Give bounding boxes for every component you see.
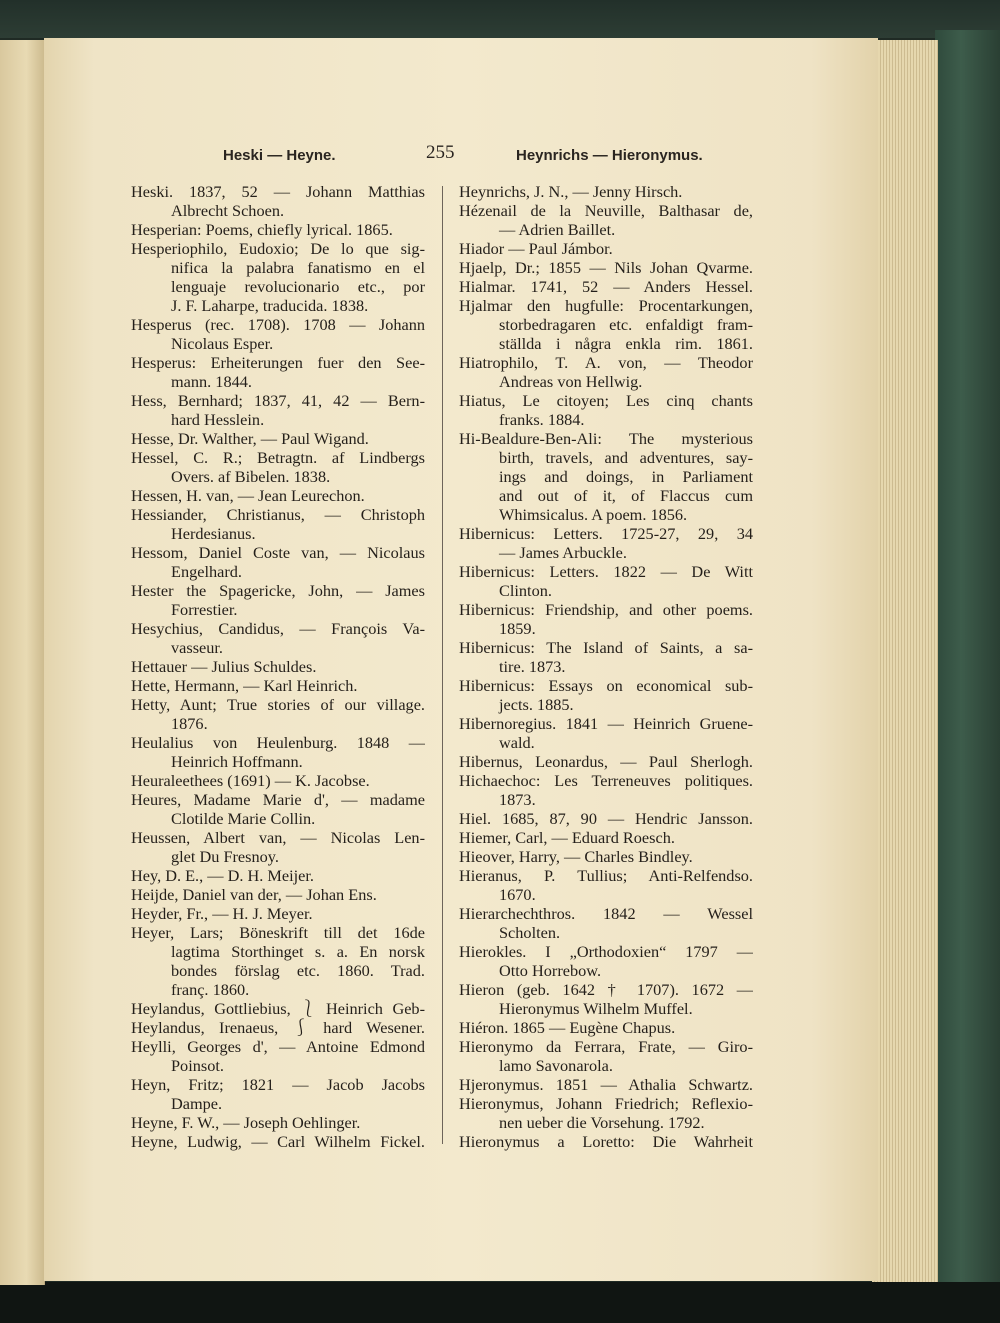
entry-line: Hette, Hermann, — Karl Heinrich. [131,676,358,695]
entry-line: Heussen, Albert van, — Nicolas Len- [131,828,425,847]
book-cover-top [0,0,1000,38]
entry-line: tire. 1873. [499,657,566,676]
entry-line: Heinrich Hoffmann. [171,752,303,771]
entry-line: Hieronymus a Loretto: Die Wahrheit [459,1132,753,1151]
running-head-left: Heski — Heyne. [223,147,336,164]
entry-line: lamo Savonarola. [499,1056,613,1075]
column-divider [442,186,443,1144]
entry-line: Hi-Bealdure-Ben-Ali: The mysterious [459,429,753,448]
entry-line: Hessel, C. R.; Betragtn. af Lindbergs [131,448,425,467]
entry-line: Heyn, Fritz; 1821 — Jacob Jacobs [131,1075,425,1094]
facing-page-edge [0,40,45,1285]
entry-line: Engelhard. [171,562,242,581]
entry-line: Hesperian: Poems, chiefly lyrical. 1865. [131,220,393,239]
entry-line: Hessiander, Christianus, — Christoph [131,505,425,524]
entry-line: Hieover, Harry, — Charles Bindley. [459,847,693,866]
entry-line: Hieron (geb. 1642 † 1707). 1672 — [459,980,753,999]
entry-line: Hiador — Paul Jámbor. [459,239,613,258]
entry-line: Clotilde Marie Collin. [171,809,316,828]
entry-line: franks. 1884. [499,410,585,429]
entry-line: Hjaelp, Dr.; 1855 — Nils Johan Qvarme. [459,258,753,277]
page-number: 255 [426,142,455,163]
entry-line: birth, travels, and adventures, say- [499,448,753,467]
entry-line: Hjeronymus. 1851 — Athalia Schwartz. [459,1075,753,1094]
book-cover-bottom [0,1282,1000,1323]
entry-line: Hibernicus: Letters. 1822 — De Witt [459,562,753,581]
entry-line: Hettauer — Julius Schuldes. [131,657,317,676]
entry-line: Hiatrophilo, T. A. von, — Theodor [459,353,753,372]
entry-line: vasseur. [171,638,223,657]
entry-line: — James Arbuckle. [499,543,627,562]
entry-line: ings and doings, in Parliament [499,467,753,486]
entry-line: Hibernicus: Friendship, and other poems. [459,600,753,619]
entry-line: Heski. 1837, 52 — Johann Matthias [131,182,425,201]
entry-line: Heures, Madame Marie d', — madame [131,790,425,809]
entry-line: Albrecht Schoen. [171,201,285,220]
entry-line: Hierarchechthros. 1842 — Wessel [459,904,753,923]
entry-line: Heyer, Lars; Böneskrift till det 16de [131,923,425,942]
entry-line: Hichaechoc: Les Terreneuves politiques. [459,771,753,790]
entry-line: bondes förslag etc. 1860. Trad. [171,961,425,980]
entry-line: Hieronymus Wilhelm Muffel. [499,999,693,1018]
entry-line: Hialmar. 1741, 52 — Anders Hessel. [459,277,753,296]
entry-line: Hiatus, Le citoyen; Les cinq chants [459,391,753,410]
entry-line: lagtima Storthinget s. a. En norsk [171,942,425,961]
entry-line: Hey, D. E., — D. H. Meijer. [131,866,314,885]
entry-line: Heynrichs, J. N., — Jenny Hirsch. [459,182,683,201]
entry-line: Hibernicus: Letters. 1725-27, 29, 34 [459,524,753,543]
book-cover-right [935,30,1000,1290]
entry-line: Heylandus, Gottliebius, ⎱ Heinrich Geb- [131,999,425,1018]
entry-line: Whimsicalus. A poem. 1856. [499,505,688,524]
entry-line: Hesperus: Erheiterungen fuer den See- [131,353,425,372]
entry-line: glet Du Fresnoy. [171,847,279,866]
entry-line: Clinton. [499,581,552,600]
entry-line: Heyne, F. W., — Joseph Oehlinger. [131,1113,361,1132]
entry-line: 1670. [499,885,536,904]
entry-line: Hesperus (rec. 1708). 1708 — Johann [131,315,425,334]
entry-line: Hessen, H. van, — Jean Leurechon. [131,486,365,505]
entry-line: Hibernicus: The Island of Saints, a sa- [459,638,753,657]
entry-line: Overs. af Bibelen. 1838. [171,467,331,486]
entry-line: Herdesianus. [171,524,256,543]
entry-line: Hibernoregius. 1841 — Heinrich Gruene- [459,714,753,733]
running-head [0,138,1000,168]
right-column [459,182,753,1151]
entry-line: Hierokles. I „Orthodoxien“ 1797 — [459,942,753,961]
entry-line: Hieranus, P. Tullius; Anti-Relfendso. [459,866,753,885]
entry-line: wald. [499,733,535,752]
entry-line: Hjalmar den hugfulle: Procentarkungen, [459,296,753,315]
entry-line: Hibernus, Leonardus, — Paul Sherlogh. [459,752,753,771]
entry-line: nen ueber die Vorsehung. 1792. [499,1113,705,1132]
entry-line: Hesse, Dr. Walther, — Paul Wigand. [131,429,369,448]
entry-line: — Adrien Baillet. [499,220,616,239]
entry-line: 1873. [499,790,536,809]
entry-line: Hiemer, Carl, — Eduard Roesch. [459,828,675,847]
entry-line: and out of it, of Flaccus cum [499,486,753,505]
entry-line: Heyder, Fr., — H. J. Meyer. [131,904,313,923]
entry-line: Hiel. 1685, 87, 90 — Hendric Jansson. [459,809,753,828]
entry-line: Hieronymo da Ferrara, Frate, — Giro- [459,1037,753,1056]
entry-line: Forrestier. [171,600,238,619]
entry-line: J. F. Laharpe, traducida. 1838. [171,296,369,315]
entry-line: mann. 1844. [171,372,252,391]
entry-line: Heuraleethees (1691) — K. Jacobse. [131,771,370,790]
entry-line: Hieronymus, Johann Friedrich; Reflexio- [459,1094,753,1113]
entry-line: Dampe. [171,1094,223,1113]
entry-line: Heulalius von Heulenburg. 1848 — [131,733,425,752]
entry-line: ställda i några enkla rim. 1861. [499,334,753,353]
entry-line: 1859. [499,619,536,638]
entry-line: Andreas von Hellwig. [499,372,643,391]
entry-line: Heijde, Daniel van der, — Johan Ens. [131,885,377,904]
entry-line: franç. 1860. [171,980,250,999]
entry-line: Hiéron. 1865 — Eugène Chapus. [459,1018,676,1037]
entry-line: Hesychius, Candidus, — François Va- [131,619,425,638]
entry-line: 1876. [171,714,208,733]
entry-line: Hester the Spagericke, John, — James [131,581,425,600]
entry-line: hard Hesslein. [171,410,265,429]
entry-line: lenguaje revolucionario etc., por [171,277,425,296]
entry-line: Nicolaus Esper. [171,334,274,353]
entry-line: Otto Horrebow. [499,961,602,980]
entry-line: Hess, Bernhard; 1837, 41, 42 — Bern- [131,391,425,410]
entry-line: Hetty, Aunt; True stories of our village. [131,695,425,714]
entry-line: storbedragaren etc. enfaldigt fram- [499,315,753,334]
entry-line: Hézenail de la Neuville, Balthasar de, [459,201,753,220]
left-column [131,182,425,1151]
entry-line: Hibernicus: Essays on economical sub- [459,676,753,695]
entry-line: jects. 1885. [499,695,574,714]
entry-line: Hessom, Daniel Coste van, — Nicolaus [131,543,425,562]
entry-line: nifica la palabra fanatismo en el [171,258,425,277]
entry-line: Heyne, Ludwig, — Carl Wilhelm Fickel. [131,1132,425,1151]
page-stack-edge [872,40,938,1282]
entry-line: Heylandus, Irenaeus, ⎰ hard Wesener. [131,1018,425,1037]
entry-line: Poinsot. [171,1056,224,1075]
entry-line: Hesperiophilo, Eudoxio; De lo que sig- [131,239,425,258]
running-head-right: Heynrichs — Hieronymus. [516,147,703,164]
entry-line: Scholten. [499,923,561,942]
entry-line: Heylli, Georges d', — Antoine Edmond [131,1037,425,1056]
